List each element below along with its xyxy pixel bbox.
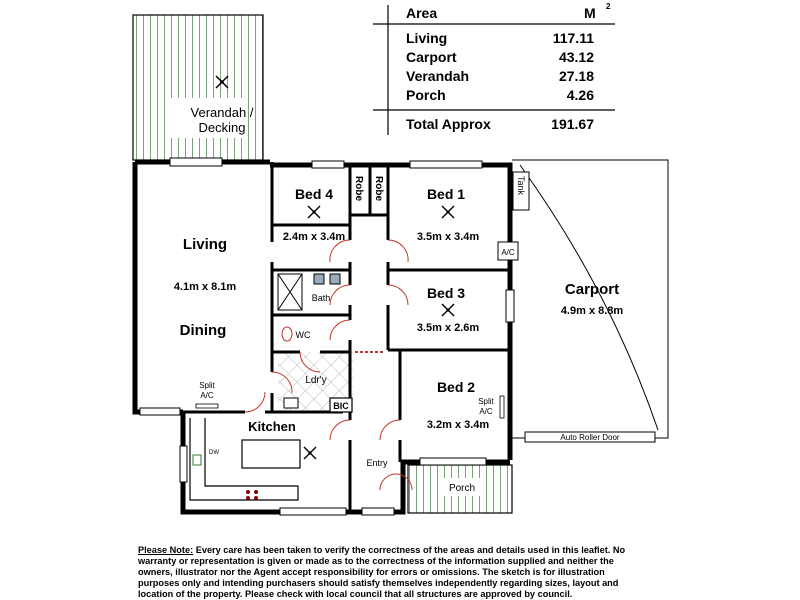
bed2-split-ac-unit bbox=[500, 396, 504, 418]
verandah-area bbox=[133, 15, 263, 160]
area-row-value: 4.26 bbox=[566, 87, 594, 103]
ceiling-fan-icon bbox=[304, 447, 316, 459]
dishwasher-icon bbox=[193, 455, 201, 465]
bath-fixtures bbox=[278, 274, 340, 310]
area-row-value: 43.12 bbox=[558, 49, 594, 65]
note-body: Every care has been taken to verify the correctness of the areas and details used in this leaflet. No warranty or representation is given or made as to the correctness of the information supplied and neither the owners, illustrator nor the Agent accept responsibility for errors or omissions. The sketch is for illustration purposes only and intending purchasers should satisfy themselves independently regarding sizes, layout and location of the property. Please check with local council that all structures are approved by council. bbox=[138, 545, 626, 599]
bath-label: Bath bbox=[311, 293, 331, 303]
ceiling-fan-icon bbox=[308, 206, 320, 218]
cooktop-icon bbox=[246, 490, 258, 500]
area-row-value: 27.18 bbox=[558, 68, 594, 84]
bed2-size: 3.2m x 3.4m bbox=[426, 419, 490, 431]
ceiling-fan-icon bbox=[442, 206, 454, 218]
bed3-size: 3.5m x 2.6m bbox=[416, 322, 480, 334]
split-ac-unit bbox=[196, 404, 218, 408]
area-header-label: Area bbox=[406, 5, 438, 21]
laundry-tub-icon bbox=[284, 398, 298, 408]
carport-size: 4.9m x 8.8m bbox=[560, 305, 624, 317]
bed3-label: Bed 3 bbox=[426, 285, 466, 301]
ac-label: A/C bbox=[501, 248, 515, 257]
bic-label: BIC bbox=[333, 401, 349, 411]
laundry-label: Ldr'y bbox=[305, 375, 327, 386]
decking-label: Decking bbox=[198, 120, 246, 135]
bed4-size: 2.4m x 3.4m bbox=[282, 231, 346, 243]
entry-label: Entry bbox=[366, 458, 388, 468]
area-row-value: 117.11 bbox=[552, 30, 594, 46]
ceiling-fan-icon bbox=[442, 304, 454, 316]
wc-label: WC bbox=[295, 330, 311, 340]
carport-label: Carport bbox=[564, 281, 620, 298]
robe-label: Robe bbox=[373, 176, 384, 201]
area-header-unit: M bbox=[584, 5, 596, 21]
area-row-name: Living bbox=[406, 30, 448, 46]
split-ac-label: A/C bbox=[200, 391, 214, 400]
carport-outline bbox=[512, 160, 668, 438]
split-ac-label: Split bbox=[199, 381, 215, 390]
auto-roller-door-label: Auto Roller Door bbox=[560, 433, 620, 442]
area-row-name: Porch bbox=[406, 87, 446, 103]
area-total-value: 191.67 bbox=[551, 116, 594, 132]
bed2-split-ac-label: Split bbox=[478, 397, 494, 406]
dishwasher-label: DW bbox=[209, 450, 219, 456]
bed1-size: 3.5m x 3.4m bbox=[416, 231, 480, 243]
area-header-unit-sup: 2 bbox=[606, 2, 611, 11]
area-row-name: Verandah bbox=[406, 68, 470, 84]
tank-label: Tank bbox=[516, 176, 526, 196]
verandah-label: Verandah / bbox=[190, 105, 254, 120]
bed2-split-ac-label: A/C bbox=[479, 407, 493, 416]
toilet-icon bbox=[282, 327, 292, 341]
disclaimer-note bbox=[138, 545, 638, 600]
robe-label: Robe bbox=[353, 176, 364, 201]
porch-label: Porch bbox=[448, 483, 476, 494]
kitchen-label: Kitchen bbox=[248, 419, 296, 434]
bed1-label: Bed 1 bbox=[426, 186, 466, 202]
area-table bbox=[373, 2, 615, 135]
bed4-label: Bed 4 bbox=[294, 186, 334, 202]
dining-label: Dining bbox=[179, 322, 227, 339]
living-size: 4.1m x 8.1m bbox=[173, 281, 237, 293]
area-row-name: Carport bbox=[406, 49, 457, 65]
living-label: Living bbox=[182, 236, 228, 253]
area-total-label: Total Approx bbox=[406, 116, 491, 132]
note-heading: Please Note: bbox=[138, 545, 194, 555]
bed2-label: Bed 2 bbox=[436, 379, 476, 395]
